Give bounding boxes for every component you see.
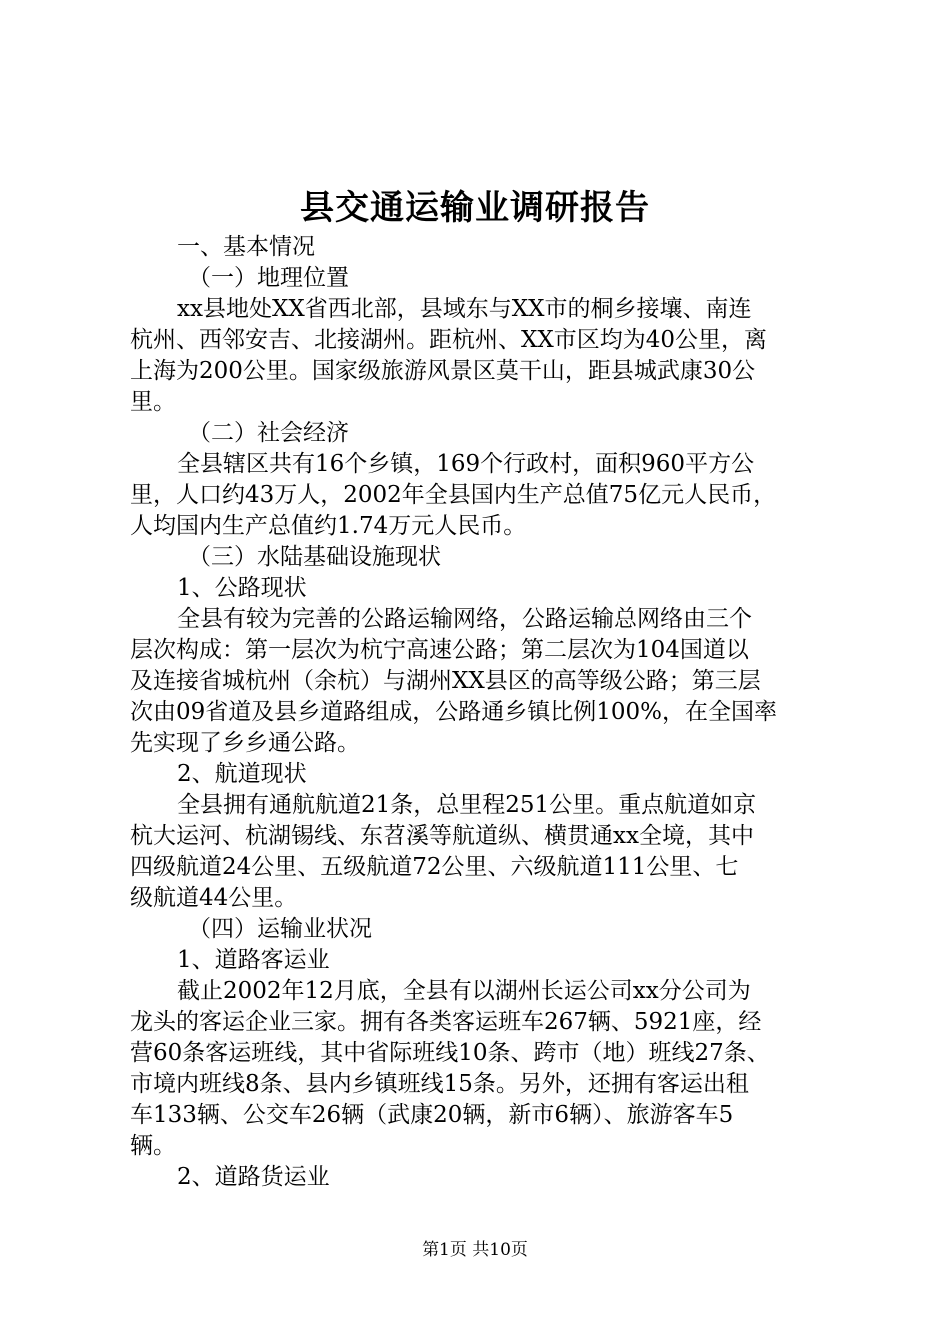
section-heading: 1、公路现状 (177, 575, 307, 601)
paragraph-line: 层次构成：第一层次为杭宁高速公路；第二层次为104国道以 (130, 637, 749, 663)
paragraph-line: 里，人口约43万人，2002年全县国内生产总值75亿元人民币， (130, 482, 777, 508)
paragraph-line: 全县有较为完善的公路运输网络，公路运输总网络由三个 (177, 606, 752, 632)
paragraph-line: 人均国内生产总值约1.74万元人民币。 (130, 513, 527, 539)
subsection-heading: （一）地理位置 (188, 265, 349, 291)
paragraph-line: 级航道44公里。 (130, 885, 298, 911)
section-heading: 一、基本情况 (177, 234, 315, 260)
page-footer: 第1页 共10页 (422, 1240, 528, 1260)
paragraph-line: 市境内班线8条、县内乡镇班线15条。另外，还拥有客运出租 (130, 1071, 749, 1097)
paragraph-line: 里。 (130, 389, 176, 415)
paragraph-line: 营60条客运班线，其中省际班线10条、跨市（地）班线27条、 (130, 1040, 770, 1066)
paragraph-line: 次由09省道及县乡道路组成，公路通乡镇比例100%，在全国率 (130, 699, 778, 725)
section-heading: 1、道路客运业 (177, 947, 330, 973)
subsection-heading: （三）水陆基础设施现状 (188, 544, 441, 570)
paragraph-line: 全县拥有通航航道21条，总里程251公里。重点航道如京 (177, 792, 757, 818)
paragraph-line: xx县地处XX省西北部，县域东与XX市的桐乡接壤、南连 (177, 296, 752, 322)
paragraph-line: 四级航道24公里、五级航道72公里、六级航道111公里、七 (130, 854, 739, 880)
paragraph-line: 上海为200公里。国家级旅游风景区莫干山，距县城武康30公 (130, 358, 756, 384)
paragraph-line: 全县辖区共有16个乡镇，169个行政村，面积960平方公 (177, 451, 755, 477)
subsection-heading: （二）社会经济 (188, 420, 349, 446)
paragraph-line: 先实现了乡乡通公路。 (130, 730, 360, 756)
document-body (130, 232, 830, 1193)
paragraph-line: 杭大运河、杭湖锡线、东苕溪等航道纵、横贯通xx全境，其中 (130, 823, 754, 849)
document-title: 县交通运输业调研报告 (300, 188, 650, 228)
section-heading: 2、道路货运业 (177, 1164, 330, 1190)
paragraph-line: 截止2002年12月底，全县有以湖州长运公司xx分公司为 (177, 978, 751, 1004)
section-heading: 2、航道现状 (177, 761, 307, 787)
subsection-heading: （四）运输业状况 (188, 916, 372, 942)
paragraph-line: 龙头的客运企业三家。拥有各类客运班车267辆、5921座，经 (130, 1009, 762, 1035)
paragraph-line: 辆。 (130, 1133, 176, 1159)
paragraph-line: 杭州、西邻安吉、北接湖州。距杭州、XX市区均为40公里，离 (130, 327, 768, 353)
paragraph-line: 车133辆、公交车26辆（武康20辆，新市6辆）、旅游客车5 (130, 1102, 734, 1128)
paragraph-line: 及连接省城杭州（余杭）与湖州XX县区的高等级公路；第三层 (130, 668, 761, 694)
